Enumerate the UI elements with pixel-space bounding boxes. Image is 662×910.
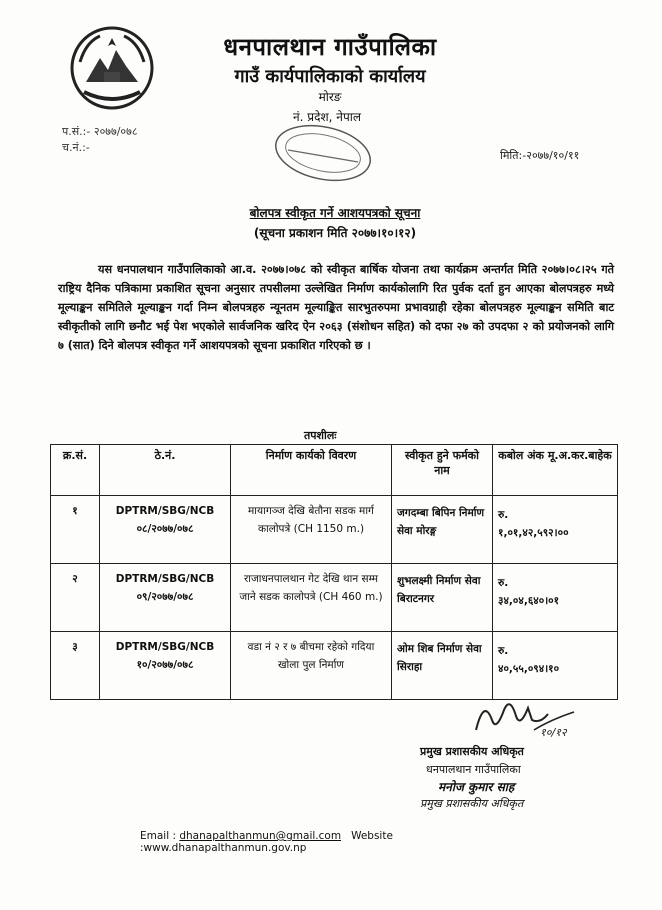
office-stamp xyxy=(268,122,378,184)
letter-date: मिति:-२०७७/१०/११ xyxy=(500,149,580,162)
contract-code: DPTRM/SBG/NCB xyxy=(115,573,215,585)
website-label: Website : xyxy=(140,830,393,854)
office-subtitle: गाउँ कार्यपालिकाको कार्यालय xyxy=(234,66,426,87)
nepal-emblem-logo xyxy=(66,22,158,114)
details-label: तपशीलः xyxy=(304,429,337,442)
reference-number: प.सं.:- २०७७/०७८ xyxy=(62,125,138,138)
table-header-row xyxy=(51,445,618,496)
email-label: Email : xyxy=(140,830,177,842)
amount-value: ३४,०४,६४०।०१ xyxy=(498,595,560,607)
row-contract xyxy=(100,632,231,700)
signatory-name: मनोज कुमार साह xyxy=(438,780,515,794)
row-sn: २ xyxy=(51,564,100,632)
row-amount xyxy=(493,496,618,564)
notice-title: बोलपत्र स्वीकृत गर्ने आशयपत्रको सूचना xyxy=(249,206,421,220)
row-description: वडा नं २ र ७ बीचमा रहेको गदिया खोला पुल निर्माण xyxy=(231,632,392,700)
column-header-amount: कबोल अंक मू.अ.कर.बाहेक xyxy=(493,445,618,496)
amount-prefix: रु. xyxy=(498,645,509,657)
row-firm: जगदम्बा बिपिन निर्माण सेवा मोरङ्ग xyxy=(392,496,493,564)
column-header-contract: ठे.नं. xyxy=(100,445,231,496)
table-row xyxy=(51,496,618,564)
office-address-province: नं. प्रदेश, नेपाल xyxy=(293,110,361,124)
notice-publish-date: (सूचना प्रकाशन मिति २०७७।१०।१२) xyxy=(253,226,417,240)
signatory-office: धनपालथान गाउँपालिका xyxy=(426,763,521,776)
email-link[interactable]: dhanapalthanmun@gmail.com xyxy=(179,830,342,842)
signatory-title: प्रमुख प्रशासकीय अधिकृत xyxy=(420,745,524,758)
row-sn: १ xyxy=(51,496,100,564)
notice-body: यस धनपालथान गाउँपालिकाको आ.व. २०७७।०७८ को स्वीकृत बार्षिक योजना तथा कार्यक्रम अन्तर्गत मिति २०७७।०८।२५ गते राष्ट्रिय दैनिक पत्रिकामा प्रकाशित सूचना अनुसार तपसीलमा उल्लेखित निर्माण कार्यकोलागि रित पुर्वक दर्ता हुन आएका बोलपत्रहरु मध्ये मूल्याङ्कन समितिले मूल्याङ्कन गर्दा निम्न बोलपत्रहरु न्यूनतम मूल्याङ्कित सारभुतरुपमा प्रभावग्राही रहेका बोलपत्रहरु मूल्याङ्कन समिति बाट स्वीकृतीको लागि छनौट भई पेश भएकोले सार्वजनिक खरिद ऐन २०६३ (संशोधन सहित) को दफा २७ को उपदफा २ को प्रयोजनको लागि ७ (सात) दिने बोलपत्र स्वीकृत गर्ने आशयपत्रको सूचना प्रकाशित गरिएको छ । xyxy=(58,263,614,352)
signatory-name-title: प्रमुख प्रशासकीय अधिकृत xyxy=(420,797,524,810)
office-name: धनपालथान गाउँपालिका xyxy=(223,33,437,61)
amount-value: ४०,५५,०९४।१० xyxy=(498,663,560,675)
table-row xyxy=(51,564,618,632)
row-contract xyxy=(100,496,231,564)
contract-number: ०८/२०७७/०७८ xyxy=(136,523,194,535)
website-link[interactable]: www.dhanapalthanmun.gov.np xyxy=(143,842,307,854)
dispatch-number: च.नं.:- xyxy=(62,141,90,154)
contract-code: DPTRM/SBG/NCB xyxy=(115,505,215,517)
row-firm: ओम शिब निर्माण सेवा सिराहा xyxy=(392,632,493,700)
column-header-sn: क्र.सं. xyxy=(51,445,100,496)
row-firm: शुभलक्ष्मी निर्माण सेवा बिराटनगर xyxy=(392,564,493,632)
row-sn: ३ xyxy=(51,632,100,700)
office-address-district: मोरङ xyxy=(318,90,342,104)
svg-text:१०/१२: १०/१२ xyxy=(540,726,567,739)
amount-value: १,०१,४२,५९२।०० xyxy=(498,527,569,539)
amount-prefix: रु. xyxy=(498,509,509,521)
contract-number: ०९/२०७७/०७८ xyxy=(136,591,194,603)
footer-contact xyxy=(140,830,560,854)
handwritten-signature xyxy=(470,690,580,742)
bid-table xyxy=(50,444,618,700)
amount-prefix: रु. xyxy=(498,577,509,589)
row-description: मायागञ्ज देखि बेतौना सडक मार्ग कालोपत्रे (CH 1150 m.) xyxy=(231,496,392,564)
row-description: राजाधनपालथान गेट देखि थान सम्म जाने सडक कालोपत्रे (CH 460 m.) xyxy=(231,564,392,632)
contract-number: १०/२०७७/०७८ xyxy=(136,659,194,671)
row-amount xyxy=(493,564,618,632)
contract-code: DPTRM/SBG/NCB xyxy=(115,641,215,653)
row-contract xyxy=(100,564,231,632)
column-header-firm: स्वीकृत हुने फर्मको नाम xyxy=(392,445,493,496)
column-header-description: निर्माण कार्यको विवरण xyxy=(231,445,392,496)
